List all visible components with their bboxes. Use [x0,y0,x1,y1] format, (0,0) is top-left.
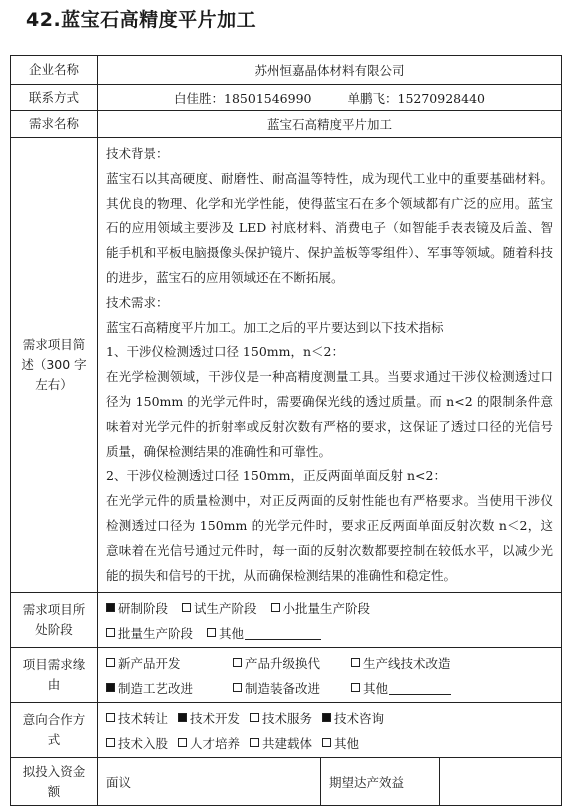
investment-value: 面议 [98,758,321,805]
cooperation-option[interactable]: 技术咨询 [322,709,384,727]
description-paragraph: 蓝宝石以其高硬度、耐磨性、耐高温等特性，成为现代工业中的重要基础材料。其优良的物理、化学和光学性能，使得蓝宝石在多个领域都有广泛的应用。蓝宝石的应用领域主要涉及 LED 衬底材料、消费电子（如智能手表表镜及后盖、智能手机和平板电脑摄像头保护镜片、保护盖板等零组件）、军事等领域。随着科技的进步，蓝宝石的应用领域还在不断拓展。 [106,170,553,285]
investment-row [11,758,562,806]
need-name-value: 蓝宝石高精度平片加工 [98,111,562,138]
checkbox-icon[interactable] [178,738,187,747]
checkbox-icon[interactable] [106,658,115,667]
contact-person-1: 白佳胜：18501546990 [174,90,312,106]
checkbox-icon[interactable] [233,658,242,667]
description-content [98,138,562,593]
origin-option[interactable]: 新产品开发 [106,654,219,672]
description-paragraph: 在光学检测领域，干涉仪是一种高精度测量工具。当要求通过干涉仪检测透过口径为 150mm 的光学元件时，需要确保光线的透过质量。而 n<2 的限制条件意味着对光学元件的折射率或反射次数有严格的要求，这保证了透过口径的光信号质量，确保检测结果的准确性和可靠性。 [106,369,553,459]
description-paragraph: 1、干涉仪检测透过口径 150mm，n＜2： [106,344,344,360]
contact-label: 联系方式 [11,85,98,111]
checkbox-icon[interactable] [106,713,115,722]
stage-option[interactable]: 其他 [207,624,321,642]
checkbox-icon[interactable] [250,738,259,747]
checkbox-icon[interactable] [271,603,280,612]
page-title: 42.蓝宝石高精度平片加工 [26,9,257,31]
need-name-row [11,111,562,138]
description-row [11,138,562,593]
stage-label: 需求项目所处阶段 [11,593,98,648]
company-row [11,56,562,85]
cooperation-option[interactable]: 其他 [322,734,359,752]
investment-cell [98,758,562,806]
description-paragraph: 蓝宝石高精度平片加工。加工之后的平片要达到以下技术指标 [106,319,444,335]
description-paragraph: 在光学元件的质量检测中，对正反两面的反射性能也有严格要求。当使用干涉仪检测透过口径为 150mm 的光学元件时，要求正反两面单面反射次数 n＜2，这意味着在光信号通过元件时，每一面的反射次数都要控制在较低水平，以减少光能的损失和信号的干扰，从而确保检测结果的准确性和稳定性。 [106,493,553,583]
expected-benefit-value[interactable] [440,758,561,805]
cooperation-row [11,703,562,758]
cooperation-option[interactable]: 技术转让 [106,709,168,727]
cooperation-options [98,703,562,758]
checkbox-icon[interactable] [106,738,115,747]
contact-person-2: 单鹏飞：15270928440 [347,90,485,106]
checkbox-icon[interactable] [322,738,331,747]
checkbox-icon[interactable] [207,628,216,637]
cooperation-option[interactable]: 人才培养 [178,734,240,752]
other-blank-field[interactable] [245,626,321,640]
origin-option[interactable]: 制造装备改进 [233,679,337,697]
stage-option[interactable]: 试生产阶段 [182,599,257,617]
description-paragraph: 2、干涉仪检测透过口径 150mm，正反两面单面反射 n<2： [106,468,446,484]
description-paragraph: 技术背景： [106,146,169,161]
stage-options [98,593,562,648]
checkbox-checked-icon[interactable] [106,683,115,692]
other-blank-field[interactable] [389,681,451,695]
description-paragraph: 技术需求： [106,294,169,310]
cooperation-option[interactable]: 技术开发 [178,709,240,727]
company-value: 苏州恒嘉晶体材料有限公司 [98,56,562,85]
checkbox-checked-icon[interactable] [178,713,187,722]
checkbox-icon[interactable] [351,658,360,667]
cooperation-label: 意向合作方式 [11,703,98,758]
checkbox-icon[interactable] [250,713,259,722]
need-name-label: 需求名称 [11,111,98,138]
cooperation-option[interactable]: 技术入股 [106,734,168,752]
stage-option[interactable]: 批量生产阶段 [106,624,193,642]
origin-option[interactable]: 其他 [351,679,451,697]
origin-options [98,648,562,703]
origin-option[interactable]: 制造工艺改进 [106,679,219,697]
company-label: 企业名称 [11,56,98,85]
origin-option[interactable]: 生产线技术改造 [351,654,451,672]
checkbox-icon[interactable] [351,683,360,692]
origin-row [11,648,562,703]
checkbox-checked-icon[interactable] [106,603,115,612]
cooperation-option[interactable]: 技术服务 [250,709,312,727]
stage-option[interactable]: 小批量生产阶段 [271,599,371,617]
description-label: 需求项目简述（300 字左右） [11,138,98,593]
origin-option[interactable]: 产品升级换代 [233,654,337,672]
origin-label: 项目需求缘由 [11,648,98,703]
checkbox-icon[interactable] [106,628,115,637]
stage-option[interactable]: 研制阶段 [106,599,168,617]
investment-label: 拟投入资金额 [11,758,98,806]
checkbox-icon[interactable] [233,683,242,692]
contact-value-cell [98,85,562,111]
checkbox-icon[interactable] [182,603,191,612]
requirement-form-table [10,55,562,806]
expected-benefit-label: 期望达产效益 [321,758,440,805]
checkbox-checked-icon[interactable] [322,713,331,722]
contact-row [11,85,562,111]
stage-row [11,593,562,648]
cooperation-option[interactable]: 共建载体 [250,734,312,752]
